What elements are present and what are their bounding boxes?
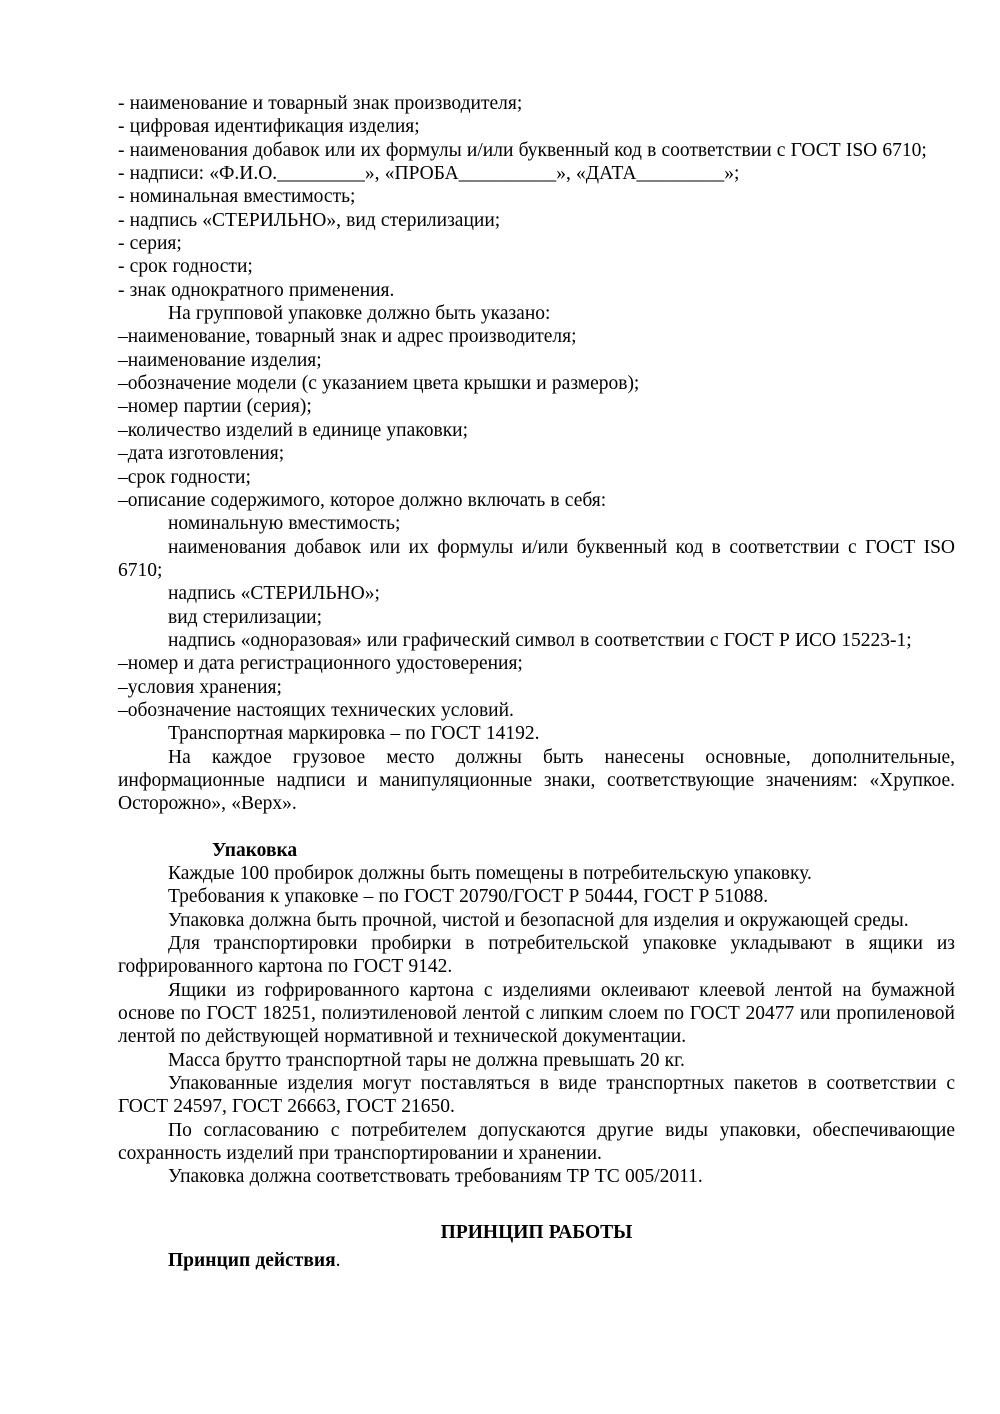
group-marking-list-item: –номер партии (серия); <box>118 396 312 418</box>
paragraph: Ящики из гофрированного картона с изделиями оклеивают клеевой лентой на бумажной основе по ГОСТ 18251, полиэтиленовой лентой с липким слоем по ГОСТ 20477 или пропиленовой лентой по действующей нормативной и технической документации. <box>118 979 955 1048</box>
marking-list-item: - знак однократного применения. <box>118 279 395 301</box>
paragraph: Упаковка должна соответствовать требованиям ТР ТС 005/2011. <box>168 1166 703 1188</box>
marking-list-item: - надпись «СТЕРИЛЬНО», вид стерилизации; <box>118 209 501 231</box>
marking-list-item: - наименование и товарный знак производителя; <box>118 93 523 114</box>
paragraph: надпись «одноразовая» или графический символ в соответствии с ГОСТ Р ИСО 15223-1; <box>168 629 912 651</box>
group-marking-list-item: –срок годности; <box>118 466 251 488</box>
paragraph: надпись «СТЕРИЛЬНО»; <box>168 583 380 605</box>
paragraph: На групповой упаковке должно быть указано: <box>168 303 551 325</box>
paragraph: Каждые 100 пробирок должны быть помещены в потребительскую упаковку. <box>168 863 812 884</box>
group-marking-list-item: –количество изделий в единице упаковки; <box>118 419 469 441</box>
paragraph: Для транспортировки пробирки в потребительской упаковке укладывают в ящики из гофрированного картона по ГОСТ 9142. <box>118 933 955 978</box>
marking-list-item: - номинальная вместимость; <box>118 186 356 208</box>
group-marking-list-item: –обозначение настоящих технических условий. <box>118 699 514 721</box>
paragraph: Транспортная маркировка – по ГОСТ 14192. <box>168 723 540 745</box>
paragraph: Требования к упаковке – по ГОСТ 20790/ГОСТ Р 50444, ГОСТ Р 51088. <box>168 886 769 908</box>
principle-section-heading: ПРИНЦИП РАБОТЫ <box>440 1221 633 1243</box>
principle-lead-paragraph: Принцип действия. <box>168 1250 341 1272</box>
group-marking-list-item: –наименование, товарный знак и адрес производителя; <box>118 326 577 348</box>
paragraph: наименования добавок или их формулы и/или буквенный код в соответствии с ГОСТ ISO 6710; <box>118 536 955 581</box>
paragraph: На каждое грузовое место должны быть нанесены основные, дополнительные, информационные надписи и манипуляционные знаки, соответствующие значениям: «Хрупкое. Осторожно», «Верх». <box>118 746 955 815</box>
paragraph: Масса брутто транспортной тары не должна превышать 20 кг. <box>168 1049 685 1071</box>
paragraph: Упаковка должна быть прочной, чистой и безопасной для изделия и окружающей среды. <box>168 909 909 931</box>
paragraph: номинальную вместимость; <box>168 513 401 535</box>
paragraph: По согласованию с потребителем допускаются другие виды упаковки, обеспечивающие сохранность изделий при транспортировании и хранении. <box>118 1119 955 1165</box>
marking-list-item: - надписи: «Ф.И.О._________», «ПРОБА__________», «ДАТА_________»; <box>118 163 740 185</box>
marking-list-item: - срок годности; <box>118 256 253 278</box>
marking-list-item: - цифровая идентификация изделия; <box>118 116 420 138</box>
group-marking-list-item: –дата изготовления; <box>118 443 285 465</box>
marking-list-item: - серия; <box>118 233 182 255</box>
document-body <box>118 92 955 1273</box>
bold-lead-text: Принцип действия <box>168 1250 336 1272</box>
packaging-section-heading: Упаковка <box>212 839 298 861</box>
paragraph: вид стерилизации; <box>168 606 323 628</box>
group-marking-list-item: –обозначение модели (с указанием цвета крышки и размеров); <box>118 373 640 395</box>
group-marking-list-item: –номер и дата регистрационного удостоверения; <box>118 653 523 675</box>
paragraph: Упакованные изделия могут поставляться в виде транспортных пакетов в соответствии с ГОСТ 24597, ГОСТ 26663, ГОСТ 21650. <box>118 1073 955 1118</box>
group-marking-list-item: –описание содержимого, которое должно включать в себя: <box>118 489 607 511</box>
group-marking-list-item: –условия хранения; <box>118 676 282 698</box>
group-marking-list-item: –наименование изделия; <box>118 349 322 371</box>
marking-list-item: - наименования добавок или их формулы и/или буквенный код в соответствии с ГОСТ ISO 6710; <box>118 139 927 161</box>
